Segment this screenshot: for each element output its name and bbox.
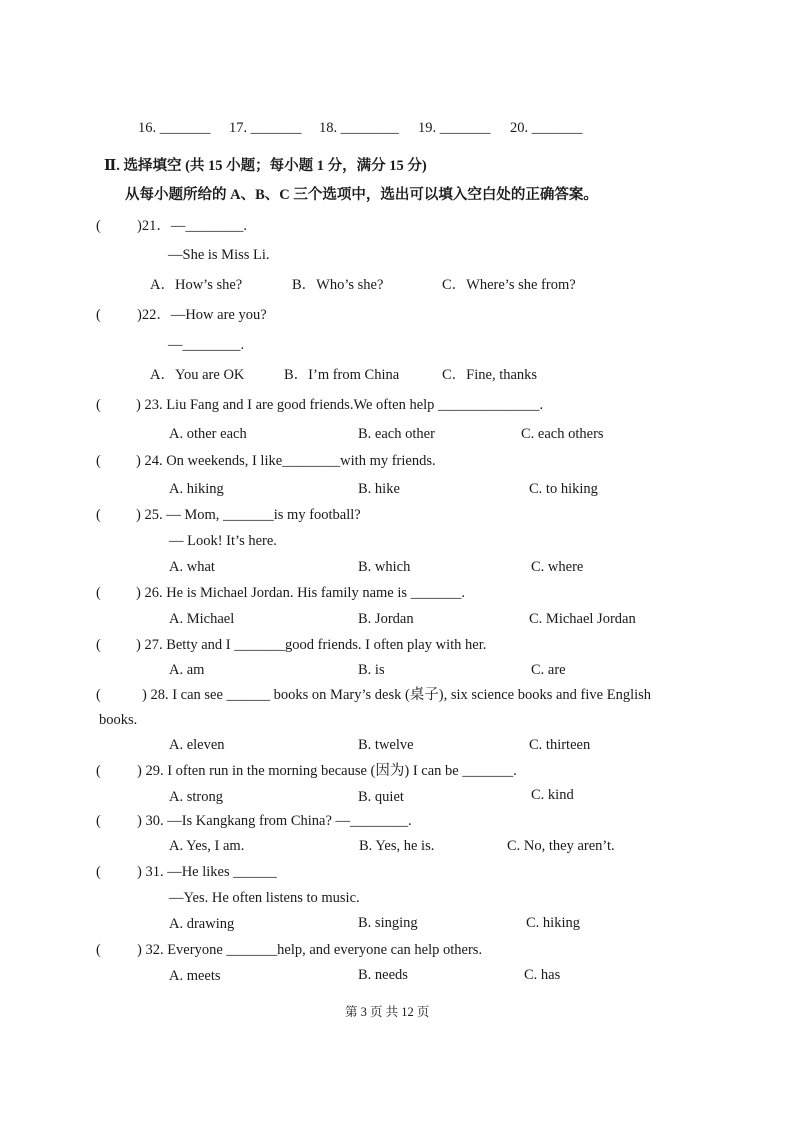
question-stem-24: ) 24. On weekends, I like________with my friends. bbox=[136, 453, 436, 469]
option-b: B．I’m from China bbox=[284, 367, 400, 383]
option-b: B. each other bbox=[358, 426, 435, 442]
dialog-line: —Yes. He often listens to music. bbox=[169, 890, 360, 906]
dialog-line: —________. bbox=[168, 337, 245, 353]
option-c: C. has bbox=[524, 967, 561, 983]
option-b: B．Who’s she? bbox=[292, 277, 384, 293]
option-c: C．Where’s she from? bbox=[442, 277, 576, 293]
answer-bracket: ( bbox=[96, 813, 101, 829]
option-b: B. quiet bbox=[358, 789, 404, 805]
question-stem-22: )22．—How are you? bbox=[137, 307, 267, 323]
option-a: A. meets bbox=[169, 968, 221, 984]
section-instruction: 从每小题所给的 A、B、C 三个选项中，选出可以填入空白处的正确答案。 bbox=[125, 187, 598, 203]
option-b: B. Jordan bbox=[358, 611, 414, 627]
dialog-line: books. bbox=[99, 712, 138, 728]
question-stem-23: ) 23. Liu Fang and I are good friends.We often help ______________. bbox=[136, 397, 544, 413]
option-a: A. hiking bbox=[169, 481, 224, 497]
page-number: 第 3 页 共 12 页 bbox=[345, 1005, 430, 1019]
option-a: A. what bbox=[169, 559, 215, 575]
option-a: A. eleven bbox=[169, 737, 225, 753]
option-c: C. hiking bbox=[526, 915, 580, 931]
option-b: B. singing bbox=[358, 915, 418, 931]
option-b: B. Yes, he is. bbox=[359, 838, 435, 854]
option-c: C. No, they aren’t. bbox=[507, 838, 615, 854]
question-stem-31: ) 31. —He likes ______ bbox=[137, 864, 277, 880]
answer-bracket: ( bbox=[96, 307, 101, 323]
answer-bracket: ( bbox=[96, 397, 101, 413]
option-b: B. needs bbox=[358, 967, 408, 983]
answer-bracket: ( bbox=[96, 942, 101, 958]
option-a: A. other each bbox=[169, 426, 247, 442]
answer-bracket: ( bbox=[96, 864, 101, 880]
fill-blank-19: 19. _______ bbox=[418, 120, 491, 136]
option-c: C. where bbox=[531, 559, 584, 575]
fill-blank-20: 20. _______ bbox=[510, 120, 583, 136]
answer-bracket: ( bbox=[96, 218, 101, 234]
dialog-line: —She is Miss Li. bbox=[168, 247, 270, 263]
question-stem-21: )21．—________. bbox=[137, 218, 247, 234]
option-a: A. strong bbox=[169, 789, 223, 805]
answer-bracket: ( bbox=[96, 637, 101, 653]
answer-bracket: ( bbox=[96, 585, 101, 601]
answer-bracket: ( bbox=[96, 453, 101, 469]
question-stem-29: ) 29. I often run in the morning because (因为) I can be _______. bbox=[137, 763, 517, 779]
answer-bracket: ( bbox=[96, 763, 101, 779]
section-title: Ⅱ. 选择填空 (共 15 小题；每小题 1 分，满分 15 分) bbox=[104, 158, 427, 174]
fill-blank-18: 18. ________ bbox=[319, 120, 399, 136]
option-a: A. Michael bbox=[169, 611, 235, 627]
fill-blank-16: 16. _______ bbox=[138, 120, 211, 136]
question-stem-30: ) 30. —Is Kangkang from China? —________. bbox=[137, 813, 412, 829]
option-b: B. hike bbox=[358, 481, 400, 497]
option-a: A. drawing bbox=[169, 916, 235, 932]
option-b: B. twelve bbox=[358, 737, 414, 753]
fill-blank-17: 17. _______ bbox=[229, 120, 302, 136]
option-c: C. each others bbox=[521, 426, 604, 442]
option-c: C. thirteen bbox=[529, 737, 591, 753]
dialog-line: — Look! It’s here. bbox=[169, 533, 277, 549]
answer-bracket: ( bbox=[96, 687, 101, 703]
option-c: C．Fine, thanks bbox=[442, 367, 538, 383]
option-a: A．You are OK bbox=[150, 367, 245, 383]
option-b: B. which bbox=[358, 559, 411, 575]
option-a: A. am bbox=[169, 662, 205, 678]
question-stem-25: ) 25. — Mom, _______is my football? bbox=[136, 507, 361, 523]
question-stem-32: ) 32. Everyone _______help, and everyone can help others. bbox=[137, 942, 483, 958]
option-c: C. to hiking bbox=[529, 481, 598, 497]
question-stem-27: ) 27. Betty and I _______good friends. I often play with her. bbox=[136, 637, 487, 653]
question-stem-26: ) 26. He is Michael Jordan. His family name is _______. bbox=[136, 585, 466, 601]
option-b: B. is bbox=[358, 662, 385, 678]
question-stem-28: ) 28. I can see ______ books on Mary’s desk (桌子), six science books and five English bbox=[142, 687, 652, 703]
option-c: C. Michael Jordan bbox=[529, 611, 636, 627]
option-c: C. are bbox=[531, 662, 566, 678]
answer-bracket: ( bbox=[96, 507, 101, 523]
option-c: C. kind bbox=[531, 787, 574, 803]
option-a: A. Yes, I am. bbox=[169, 838, 245, 854]
option-a: A．How’s she? bbox=[150, 277, 243, 293]
